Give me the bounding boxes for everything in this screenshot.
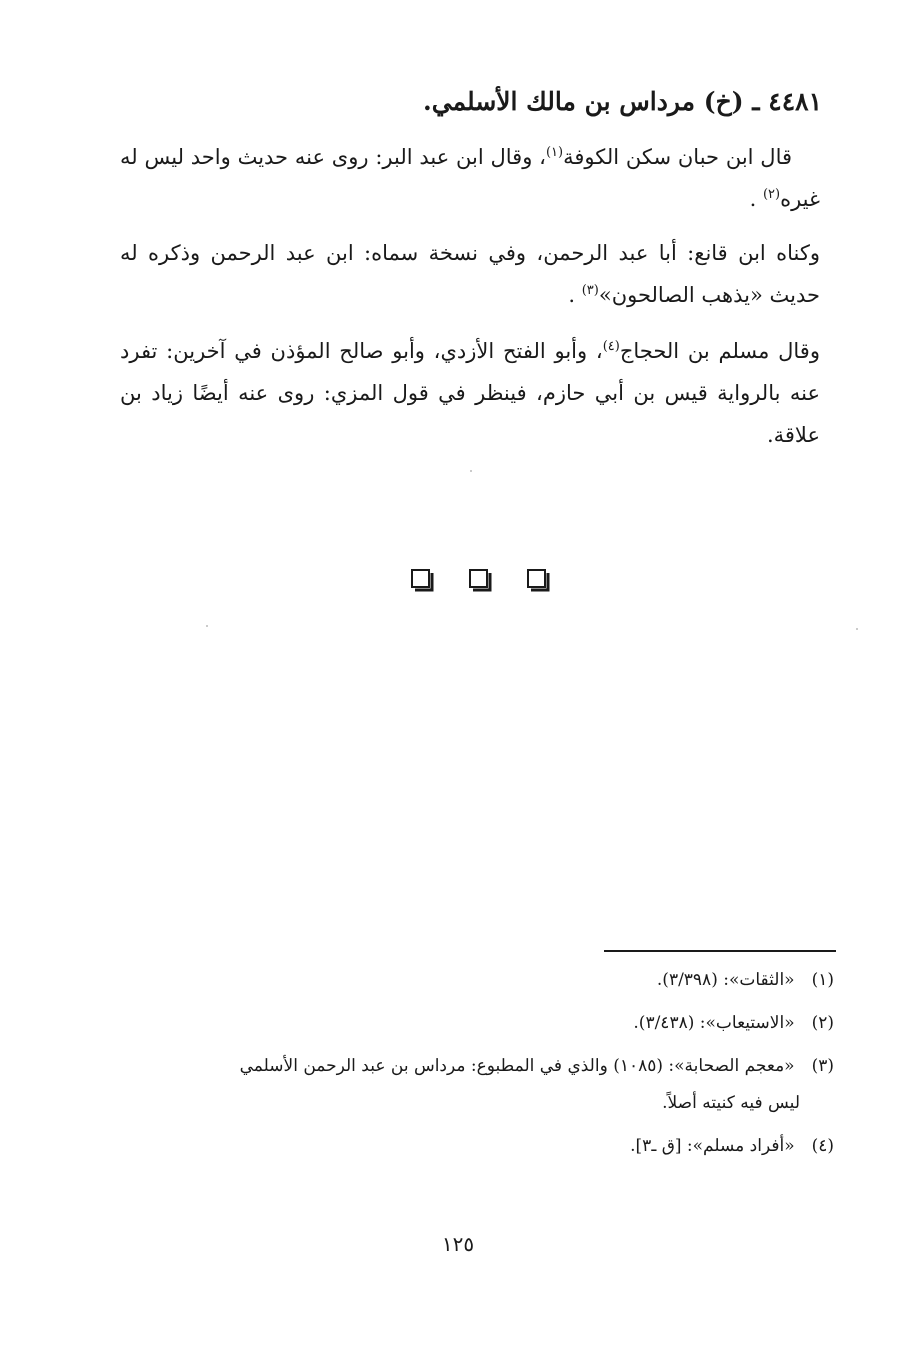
footnote-ref-1: (١) [545, 145, 564, 160]
paragraph-2-text-start: وكناه ابن قانع: أبا عبد الرحمن، وفي نسخة سماه: ابن عبد الرحمن وذكره له حديث «يذهب الصالحون» [120, 241, 820, 307]
paragraph-2 [120, 232, 820, 316]
paragraph-1-text-middle: ، وقال ابن عبد البر: روى عنه حديث واحد ليس له غيره [120, 145, 820, 211]
footnote-4 [130, 1128, 834, 1165]
paragraph-1-text-start: قال ابن حبان سكن الكوفة [563, 145, 792, 169]
footnote-number: (٤) [811, 1136, 834, 1156]
paragraph-3-text-start: وقال مسلم بن الحجاج [619, 339, 820, 363]
footnote-text: «معجم الصحابة»: (١٠٨٥) والذي في المطبوع: مرداس بن عبد الرحمن الأسلمي [239, 1056, 795, 1076]
scan-speck [470, 470, 472, 472]
paragraph-2-text-end: . [568, 283, 582, 307]
footnote-text: «أفراد مسلم»: [ق ـ٣]. [630, 1136, 795, 1156]
paragraph-1-text-end: . [749, 187, 763, 211]
footnote-number: (٣) [811, 1056, 834, 1076]
footnote-number: (١) [811, 970, 834, 990]
square-ornament-icon [526, 568, 550, 592]
footnote-ref-4: (٤) [602, 339, 620, 354]
section-separator [410, 568, 550, 598]
footnote-2 [130, 1005, 834, 1042]
paragraph-3 [120, 330, 820, 456]
square-ornament-icon [468, 568, 492, 592]
paragraph-1 [120, 136, 820, 220]
footnotes [130, 962, 834, 1171]
footnote-divider [604, 950, 836, 952]
paragraph-3-text-end: ، وأبو الفتح الأزدي، وأبو صالح المؤذن في آخرين: تفرد عنه بالرواية قيس بن أبي حازم، فينظر في قول المزي: روى عنه أيضًا زياد بن علاقة. [120, 339, 820, 447]
footnote-text: «الاستيعاب»: (٣/٤٣٨). [633, 1013, 795, 1033]
footnote-continuation: ليس فيه كنيته أصلاً. [662, 1093, 800, 1113]
footnote-text: «الثقات»: (٣/٣٩٨). [656, 970, 795, 990]
footnote-3 [130, 1048, 834, 1122]
footnote-ref-2: (٢) [762, 187, 781, 202]
footnote-ref-3: (٣) [581, 283, 599, 298]
footnote-1 [130, 962, 834, 999]
page-number: ١٢٥ [441, 1232, 475, 1256]
footnote-number: (٢) [811, 1013, 834, 1033]
entry-heading: ٤٤٨١ ـ (خ) مرداس بن مالك الأسلمي. [423, 87, 822, 116]
square-ornament-icon [410, 568, 434, 592]
scan-speck [206, 625, 208, 627]
scan-speck [856, 628, 858, 630]
